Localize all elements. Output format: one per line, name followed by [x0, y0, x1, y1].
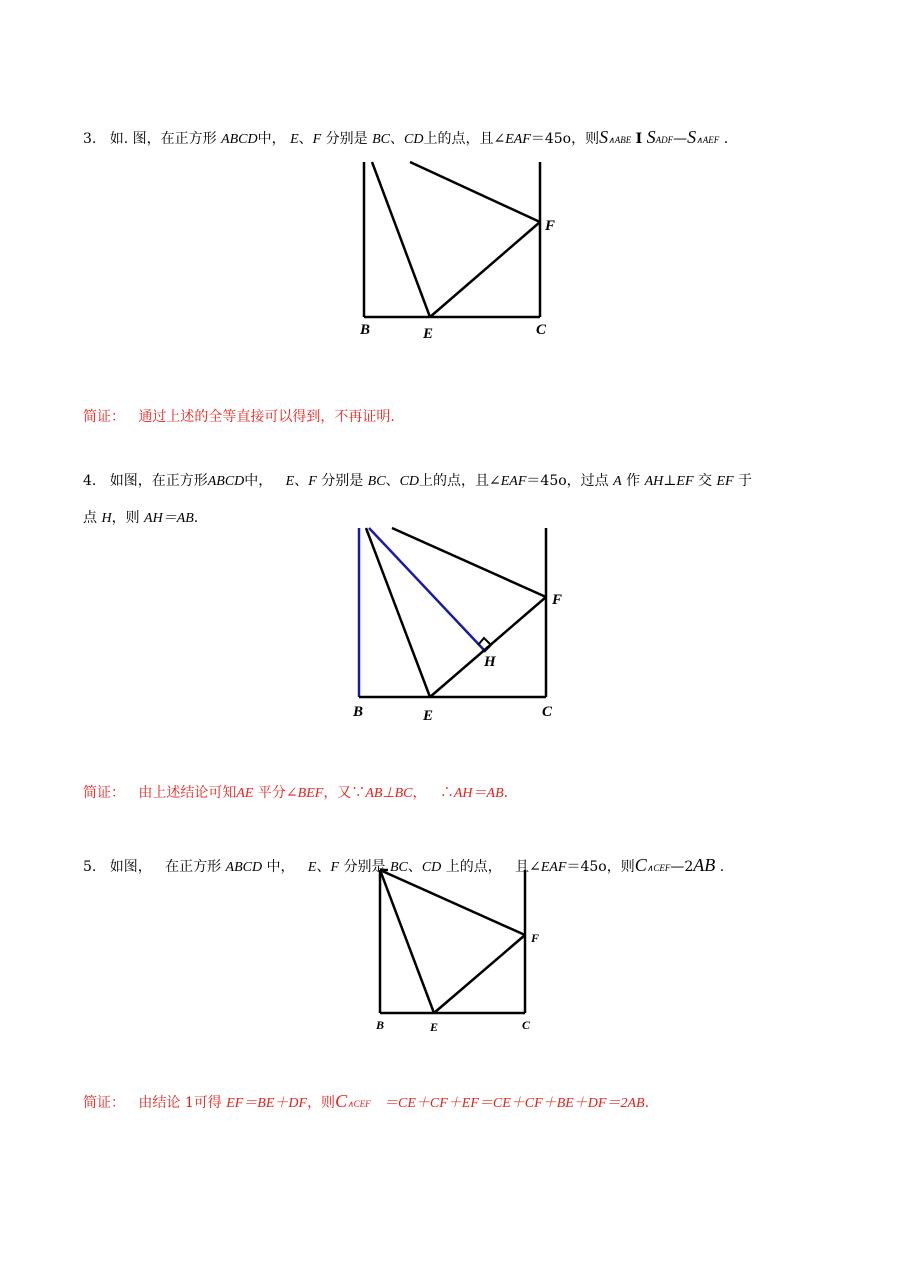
proof-5: 简证： 由结论 1可得 EF＝BE＋DF，则C∧CEF ＝CE＋CF＋EF＝CE＋CF＋BE＋DF＝2AB. — [83, 1091, 650, 1111]
problem-5-statement: 5. 如图， 在正方形 ABCD 中， E、F 分别是 BC、CD 上的点， 且∠EAF＝45o，则C∧CEF—2AB . — [83, 855, 725, 875]
problem-number: 4. — [83, 473, 97, 489]
fig5-label-b: B — [376, 1018, 385, 1032]
fig3-label-b: B — [360, 322, 371, 338]
fig4-line-ef — [430, 597, 546, 697]
fig4-line-af — [392, 528, 546, 597]
fig3-label-c: C — [536, 322, 547, 338]
fig3-label-e: E — [423, 326, 434, 342]
proof-3: 简证： 通过上述的全等直接可以得到，不再证明. — [83, 409, 395, 425]
fig4-line-ae — [366, 528, 430, 697]
fig3-line-ef — [430, 222, 540, 317]
fig4-label-b: B — [353, 704, 364, 720]
fig4-line-ah — [369, 528, 484, 650]
fig4-right-angle-mark — [478, 638, 491, 652]
fig5-label-e: E — [430, 1020, 439, 1034]
fig3-label-f: F — [545, 218, 556, 234]
proof-label: 简证： — [83, 1095, 125, 1111]
fig5-line-af — [380, 870, 525, 935]
fig5-line-ae — [380, 870, 434, 1013]
problem-number: 3. — [83, 131, 97, 147]
fig4-label-f: F — [552, 592, 563, 608]
problem-4-statement-line2: 点 H，则 AH＝AB. — [83, 510, 199, 526]
fig5-line-ef — [434, 935, 525, 1013]
problem-4-statement-line1: 4. 如图，在正方形ABCD中， E、F 分别是 BC、CD上的点，且∠EAF＝45o，过点 A 作 AH⊥EF 交 EF 于 — [83, 473, 752, 489]
fig4-label-c: C — [542, 704, 553, 720]
proof-label: 简证： — [83, 409, 125, 425]
fig5-label-c: C — [522, 1018, 531, 1032]
fig3-line-af — [410, 162, 540, 222]
problem-number: 5. — [83, 859, 97, 875]
fig5-label-f: F — [531, 931, 540, 945]
fig4-label-e: E — [423, 708, 434, 724]
fig3-line-ae — [372, 162, 430, 317]
proof-label: 简证： — [83, 785, 125, 801]
fig4-label-h: H — [484, 654, 496, 670]
problem-3-statement: 3. 如. 图，在正方形 ABCD中， E、F 分别是 BC、CD上的点，且∠EAF＝45o，则S∧ABE I SADF—S∧AEF . — [83, 127, 729, 147]
proof-4: 简证： 由上述结论可知AE 平分∠BEF，又∵AB⊥BC， ∴AH＝AB. — [83, 785, 509, 801]
